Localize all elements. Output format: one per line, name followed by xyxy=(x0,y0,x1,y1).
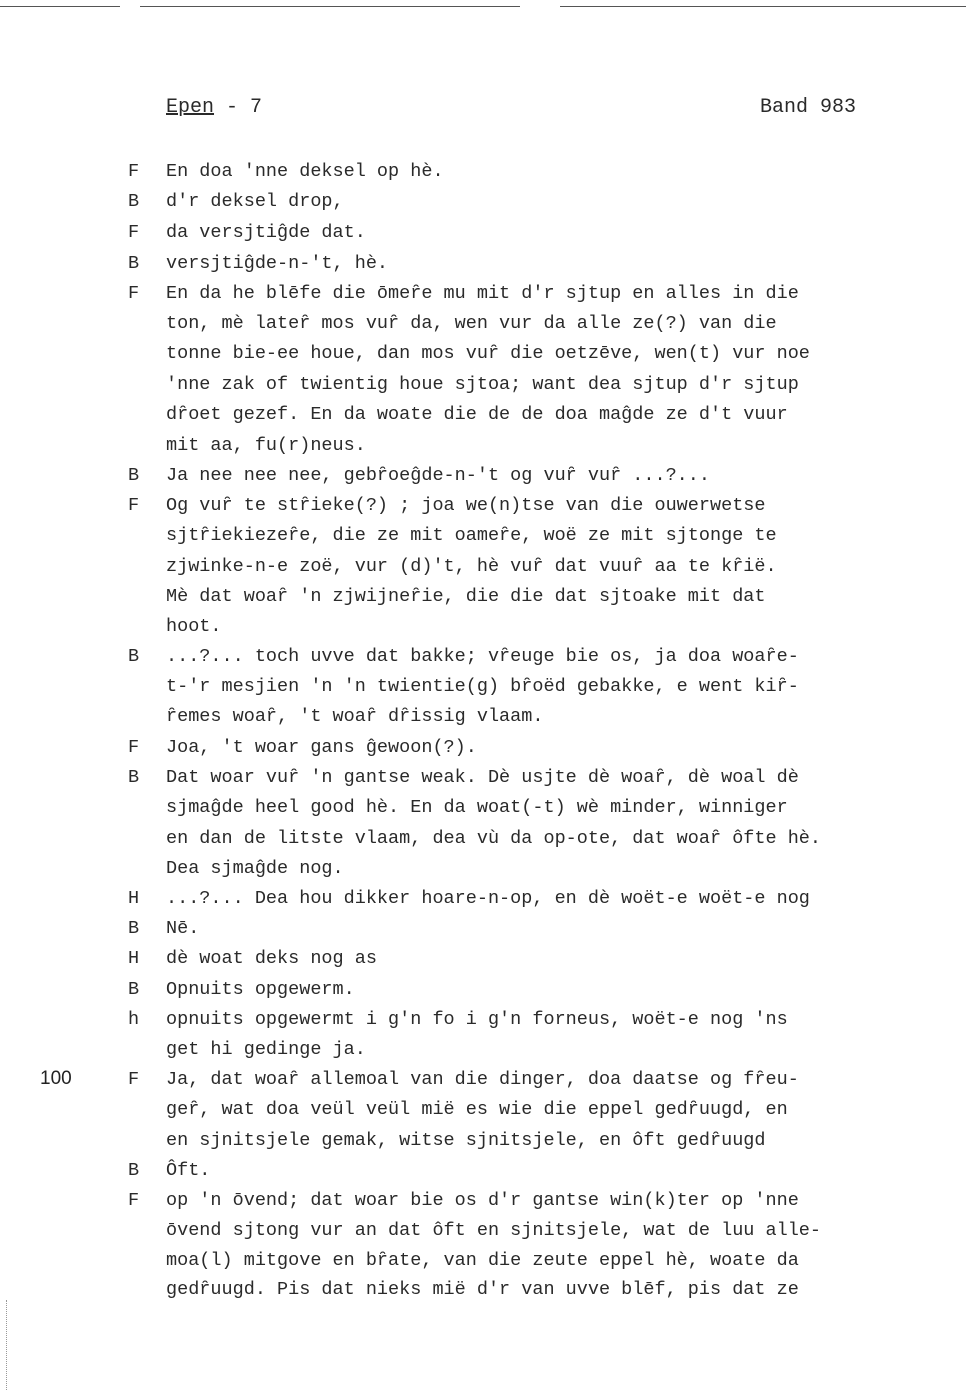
speaker-label: F xyxy=(128,1069,140,1090)
transcript-line xyxy=(0,187,966,217)
speaker-label: F xyxy=(128,737,140,758)
transcript-line xyxy=(0,491,966,521)
line-text: d'r deksel drop, xyxy=(166,191,344,212)
line-text: Opnuits opgewerm. xyxy=(166,979,355,1000)
line-text: dȓoet gezef. En da woate die de de doa maĝde ze d't vuur xyxy=(166,404,788,425)
transcript-line xyxy=(0,1065,966,1095)
transcript-line xyxy=(0,702,966,732)
line-text: Ja nee nee nee, gebȓoeĝde-n-'t og vuȓ vuȓ ...?... xyxy=(166,465,710,486)
line-text: En da he blēfe die ōmeȓe mu mit d'r sjtup en alles in die xyxy=(166,283,799,304)
transcript-line xyxy=(0,157,966,187)
line-text: geȓ, wat doa veül veül mië es wie die eppel gedȓuugd, en xyxy=(166,1099,788,1120)
line-text: en sjnitsjele gemak, witse sjnitsjele, en ôft gedȓuugd xyxy=(166,1130,766,1151)
line-text: Dea sjmaĝde nog. xyxy=(166,858,344,879)
line-text: Nē. xyxy=(166,918,200,939)
page-number: - 7 xyxy=(214,96,263,119)
transcript-line xyxy=(0,249,966,279)
line-text: op 'n ōvend; dat woar bie os d'r gantse win(k)ter op 'nne xyxy=(166,1190,799,1211)
line-text: gedȓuugd. Pis dat nieks mië d'r van uvve blēf, pis dat ze xyxy=(166,1279,799,1300)
line-text: Ja, dat woaȓ allemoal van die dinger, doa daatse og fȓeu- xyxy=(166,1069,799,1090)
top-rule-right xyxy=(560,6,966,7)
transcript-line xyxy=(0,1156,966,1186)
speaker-label: B xyxy=(128,918,140,939)
line-text: da versjtiĝde dat. xyxy=(166,222,366,243)
line-text: Dat woar vuȓ 'n gantse weak. Dè usjte dè woaȓ, dè woal dè xyxy=(166,767,799,788)
speaker-label: h xyxy=(128,1009,140,1030)
line-text: En doa 'nne deksel op hè. xyxy=(166,161,444,182)
line-text: sjmaĝde heel good hè. En da woat(-t) wè minder, winniger xyxy=(166,797,788,818)
transcript-line xyxy=(0,1095,966,1125)
band-label: Band 983 xyxy=(760,96,857,119)
page-header-left xyxy=(166,96,262,119)
line-text: 'nne zak of twientig houe sjtoa; want dea sjtup d'r sjtup xyxy=(166,374,799,395)
transcript-line xyxy=(0,733,966,763)
line-text: zjwinke-n-e zoë, vur (d)'t, hè vuȓ dat vuuȓ aa te kȓië. xyxy=(166,556,777,577)
transcript-line xyxy=(0,824,966,854)
top-rule-middle xyxy=(140,6,520,7)
line-text: tonne bie-ee houe, dan mos vuȓ die oetzēve, wen(t) vur noe xyxy=(166,343,810,364)
transcript-line xyxy=(0,431,966,461)
line-text: opnuits opgewermt i g'n fo i g'n forneus, woët-e nog 'ns xyxy=(166,1009,788,1030)
speaker-label: F xyxy=(128,222,140,243)
line-text: dè woat deks nog as xyxy=(166,948,377,969)
line-text: ōvend sjtong vur an dat ôft en sjnitsjele, wat de luu alle- xyxy=(166,1220,822,1241)
transcript-line xyxy=(0,582,966,612)
left-margin-dots xyxy=(6,1300,7,1390)
line-text: versjtiĝde-n-'t, hè. xyxy=(166,253,389,274)
transcript-line xyxy=(0,1035,966,1065)
transcript-line xyxy=(0,339,966,369)
speaker-label: B xyxy=(128,253,140,274)
line-text: sjtȓiekiezeȓe, die ze mit oameȓe, woë ze mit sjtonge te xyxy=(166,525,777,546)
speaker-label: F xyxy=(128,283,140,304)
transcript-line xyxy=(0,1126,966,1156)
transcript-line xyxy=(0,975,966,1005)
line-text: Joa, 't woar gans ĝewoon(?). xyxy=(166,737,477,758)
transcript-line xyxy=(0,1186,966,1216)
transcript-line xyxy=(0,552,966,582)
speaker-label: F xyxy=(128,161,140,182)
transcript-line xyxy=(0,672,966,702)
transcript-line xyxy=(0,854,966,884)
transcript-line xyxy=(0,944,966,974)
transcript-line xyxy=(0,309,966,339)
speaker-label: F xyxy=(128,495,140,516)
transcript-line xyxy=(0,1246,966,1276)
speaker-label: B xyxy=(128,646,140,667)
speaker-label: B xyxy=(128,1160,140,1181)
transcript-line xyxy=(0,370,966,400)
transcript-line xyxy=(0,642,966,672)
line-text: en dan de litste vlaam, dea vù da op-ote, dat woaȓ ôfte hè. xyxy=(166,828,822,849)
transcript-line xyxy=(0,612,966,642)
line-text: mit aa, fu(r)neus. xyxy=(166,435,366,456)
speaker-label: B xyxy=(128,979,140,1000)
transcript-line xyxy=(0,914,966,944)
transcript-line xyxy=(0,279,966,309)
speaker-label: H xyxy=(128,948,140,969)
line-text: t-'r mesjien 'n 'n twientie(g) bȓoëd gebakke, e went kiȓ- xyxy=(166,676,799,697)
line-text: Mè dat woaȓ 'n zjwijneȓie, die die dat sjtoake mit dat xyxy=(166,586,766,607)
transcript-line xyxy=(0,218,966,248)
transcript-line xyxy=(0,1275,966,1305)
line-text: get hi gedinge ja. xyxy=(166,1039,366,1060)
transcript-line xyxy=(0,884,966,914)
speaker-label: B xyxy=(128,767,140,788)
transcript-line xyxy=(0,400,966,430)
speaker-label: H xyxy=(128,888,140,909)
line-text: hoot. xyxy=(166,616,222,637)
line-text: ...?... toch uvve dat bakke; vȓeuge bie os, ja doa woaȓe- xyxy=(166,646,799,667)
transcript-line xyxy=(0,1216,966,1246)
line-text: ...?... Dea hou dikker hoare-n-op, en dè woët-e woët-e nog xyxy=(166,888,810,909)
transcript-line xyxy=(0,793,966,823)
line-text: ton, mè lateȓ mos vuȓ da, wen vur da alle ze(?) van die xyxy=(166,313,777,334)
line-text: ȓemes woaȓ, 't woaȓ dȓissig vlaam. xyxy=(166,706,544,727)
transcript-line xyxy=(0,1005,966,1035)
transcript-line xyxy=(0,521,966,551)
speaker-label: B xyxy=(128,191,140,212)
speaker-label: B xyxy=(128,465,140,486)
line-text: Og vuȓ te stȓieke(?) ; joa we(n)tse van die ouwerwetse xyxy=(166,495,766,516)
line-text: moa(l) mitgove en bȓate, van die zeute eppel hè, woate da xyxy=(166,1250,799,1271)
top-rule-left xyxy=(0,6,120,7)
transcript-line xyxy=(0,763,966,793)
speaker-label: F xyxy=(128,1190,140,1211)
line-text: Ôft. xyxy=(166,1160,211,1181)
margin-line-number: 100 xyxy=(40,1068,72,1089)
place-name: Epen xyxy=(166,96,215,119)
transcript-line xyxy=(0,461,966,491)
